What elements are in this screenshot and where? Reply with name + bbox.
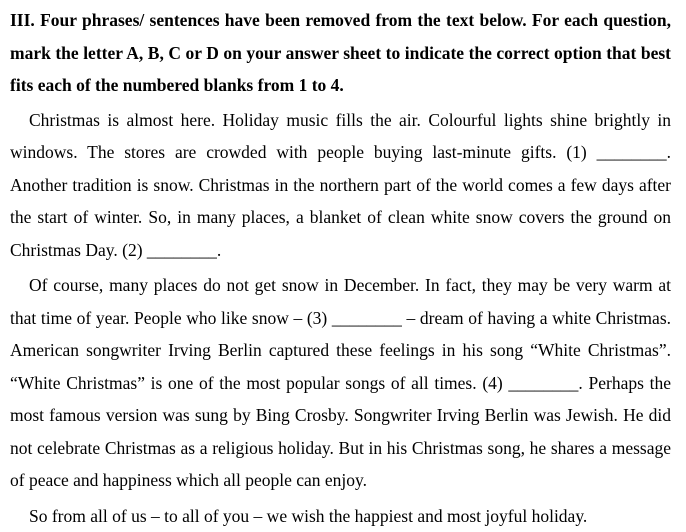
document-page <box>10 4 671 532</box>
section-instruction: III. Four phrases/ sentences have been removed from the text below. For each question, mark the letter A, B, C or D on your answer sheet to indicate the correct option that best fits each of the numbered blanks from 1 to 4. <box>10 4 671 102</box>
reading-paragraph-1: Christmas is almost here. Holiday music fills the air. Colourful lights shine brightly in windows. The stores are crowded with people buying last-minute gifts. (1) ________. Another tradition is snow. Christmas in the northern part of the world comes a few days after the start of winter. So, in many places, a blanket of clean white snow covers the ground on Christmas Day. (2) ________. <box>10 104 671 267</box>
reading-paragraph-2: Of course, many places do not get snow in December. In fact, they may be very warm at that time of year. People who like snow – (3) ________ – dream of having a white Christmas. American songwriter Irving Berlin captured these feelings in his song “White Christmas”. “White Christmas” is one of the most popular songs of all times. (4) ________. Perhaps the most famous version was sung by Bing Crosby. Songwriter Irving Berlin was Jewish. He did not celebrate Christmas as a religious holiday. But in his Christmas song, he shares a message of peace and happiness which all people can enjoy. <box>10 269 671 497</box>
reading-paragraph-3: So from all of us – to all of you – we wish the happiest and most joyful holiday. <box>10 500 671 532</box>
